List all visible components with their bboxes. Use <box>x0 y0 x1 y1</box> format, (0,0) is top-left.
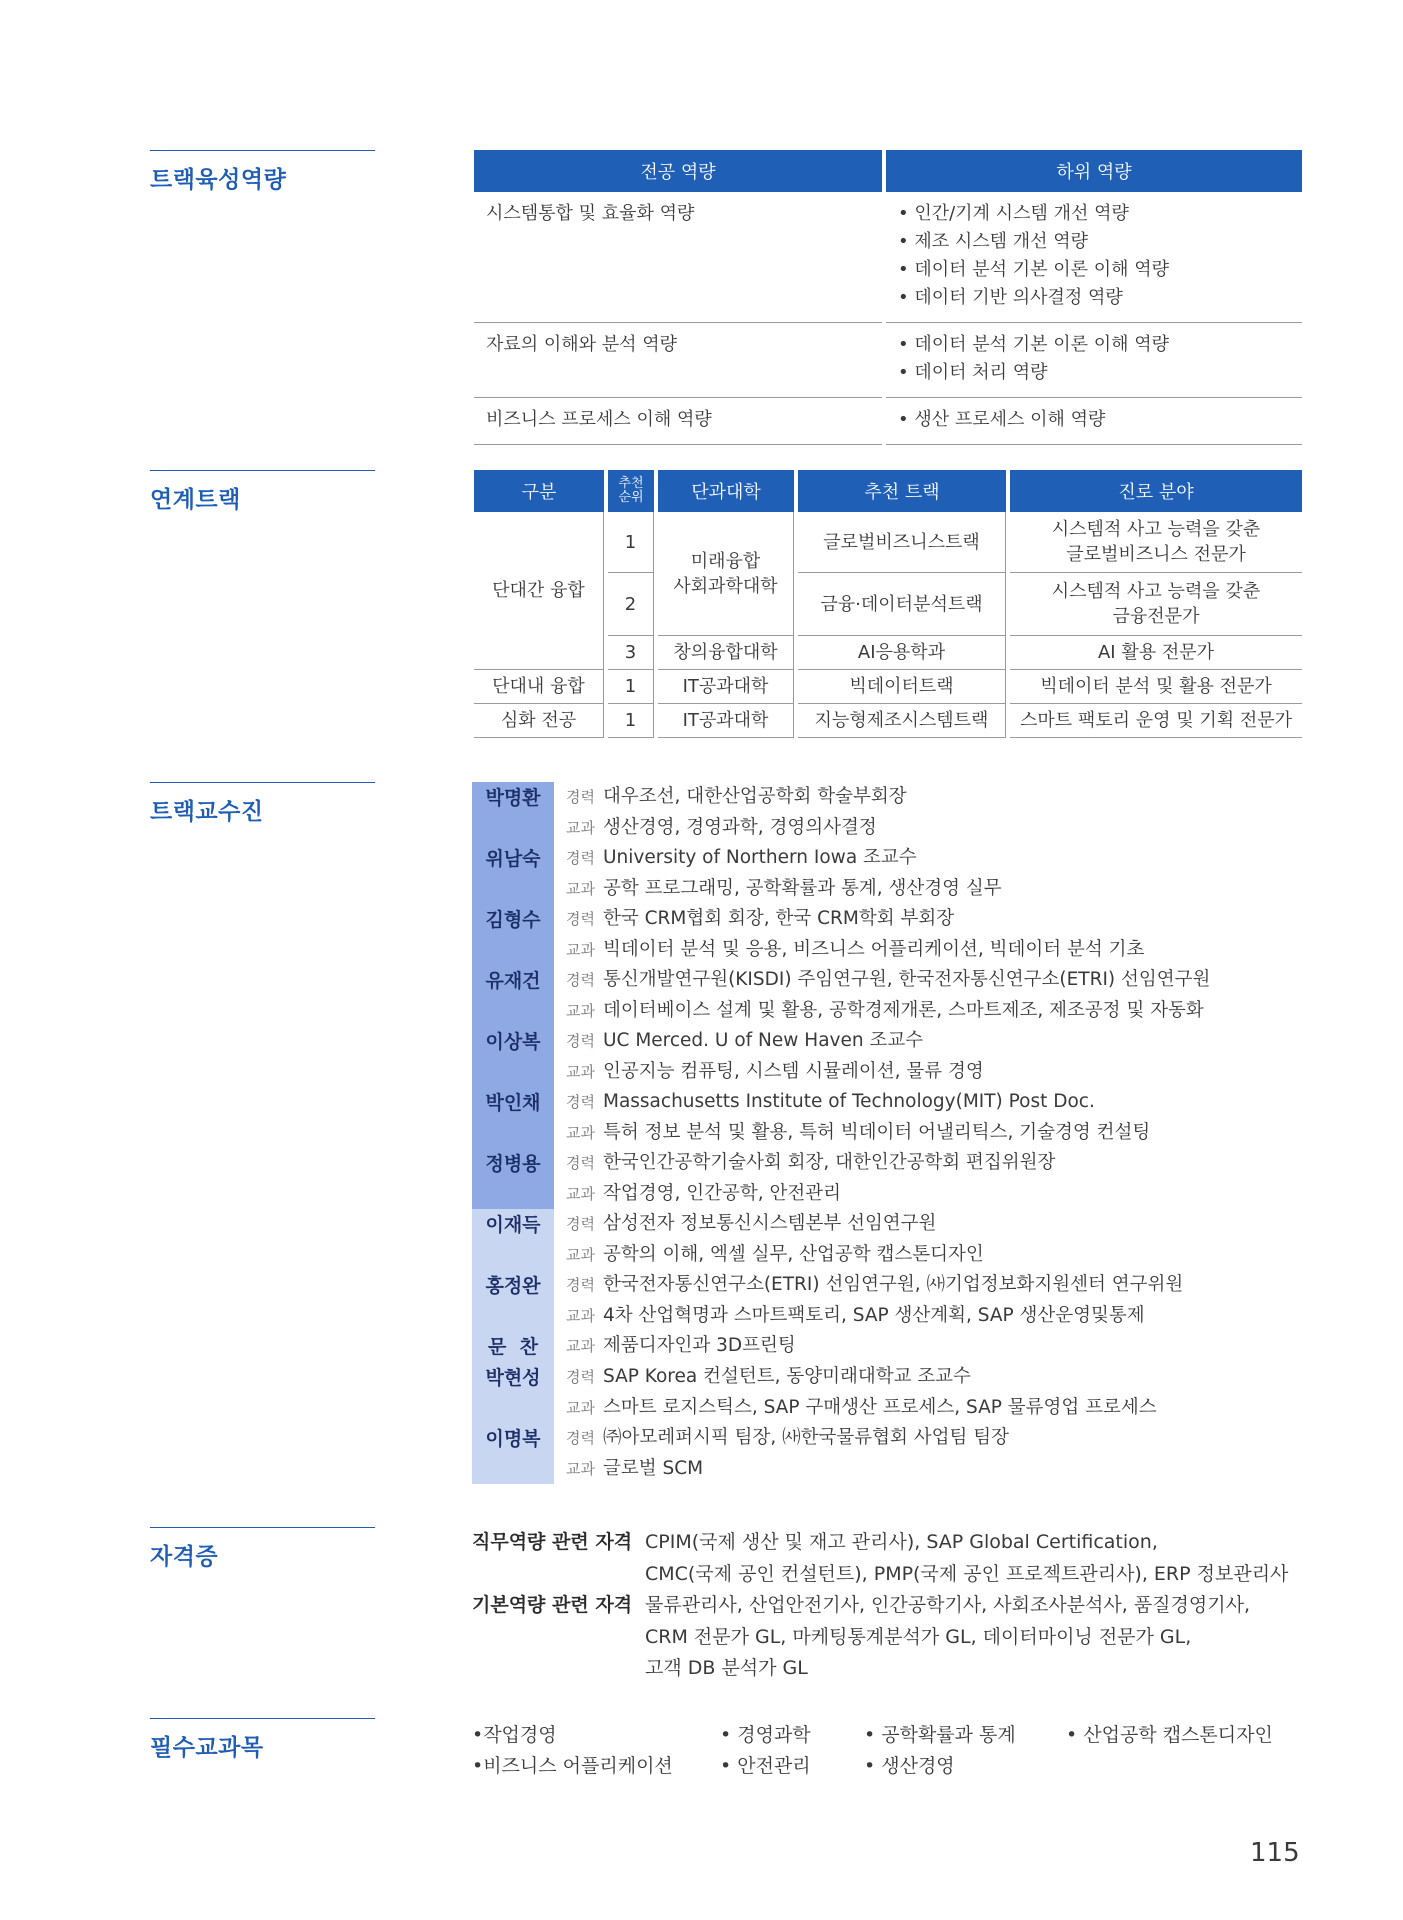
header-career: 진로 분야 <box>1010 470 1302 512</box>
major-competency: 비즈니스 프로세스 이해 역량 <box>474 398 882 445</box>
course-item: • 경영과학 <box>720 1724 811 1746</box>
track-cell: 글로벌비즈니스트랙 <box>798 512 1006 573</box>
list-item: • 인간/기계 시스템 개선 역량 <box>898 200 1290 228</box>
list-item: • 데이터 분석 기본 이론 이해 역량 <box>898 331 1290 359</box>
career-key: 경력 <box>566 1154 595 1172</box>
faculty-entry <box>472 1026 1332 1087</box>
track-cell: 금융·데이터분석트랙 <box>798 573 1006 636</box>
type-cell: 심화 전공 <box>474 704 604 738</box>
career-cell: 시스템적 사고 능력을 갖춘 글로벌비즈니스 전문가 <box>1010 512 1302 573</box>
rank-cell: 2 <box>608 573 654 636</box>
header-college: 단과대학 <box>658 470 794 512</box>
college-cell: IT공과대학 <box>658 670 794 704</box>
faculty-career: 통신개발연구원(KISDI) 주임연구원, 한국전자통신연구소(ETRI) 선임연구원 <box>602 969 1211 990</box>
major-competency: 시스템통합 및 효율화 역량 <box>474 192 882 323</box>
certificate-line: CPIM(국제 생산 및 재고 관리사), SAP Global Certification, <box>645 1531 1158 1553</box>
faculty-courses: 생산경영, 경영과학, 경영의사결정 <box>602 816 877 838</box>
course-key: 교과 <box>566 940 595 959</box>
faculty-career: 한국인간공학기술사회 회장, 대한인간공학회 편집위원장 <box>602 1152 1056 1173</box>
sub-competency-list <box>886 398 1302 445</box>
faculty-entry <box>472 1362 1332 1423</box>
table-row <box>474 670 1302 704</box>
course-item: • 안전관리 <box>720 1755 811 1777</box>
course-key: 교과 <box>566 1001 595 1020</box>
course-key: 교과 <box>566 1184 595 1203</box>
list-item: • 데이터 기반 의사결정 역량 <box>898 284 1290 312</box>
sub-competency-list <box>886 192 1302 323</box>
career-key: 경력 <box>566 1429 595 1447</box>
faculty-courses: 빅데이터 분석 및 응용, 비즈니스 어플리케이션, 빅데이터 분석 기초 <box>602 938 1145 960</box>
list-item: • 데이터 처리 역량 <box>898 359 1290 387</box>
faculty-courses: 제품디자인과 3D프린팅 <box>602 1335 796 1356</box>
faculty-courses: 데이터베이스 설계 및 활용, 공학경제개론, 스마트제조, 제조공정 및 자동화 <box>602 999 1204 1021</box>
faculty-entry <box>472 1148 1332 1209</box>
faculty-entry <box>472 965 1332 1026</box>
faculty-name: 위남숙 <box>472 843 554 904</box>
career-cell: 스마트 팩토리 운영 및 기획 전문가 <box>1010 704 1302 738</box>
faculty-entry <box>472 1270 1332 1331</box>
header-track: 추천 트랙 <box>798 470 1006 512</box>
type-cell: 단대간 융합 <box>474 512 604 670</box>
rank-cell: 1 <box>608 670 654 704</box>
faculty-courses: 인공지능 컴퓨팅, 시스템 시뮬레이션, 물류 경영 <box>602 1060 984 1082</box>
header-type: 구분 <box>474 470 604 512</box>
faculty-courses: 글로벌 SCM <box>602 1457 704 1479</box>
linked-track-table <box>470 470 1306 738</box>
major-competency: 자료의 이해와 분석 역량 <box>474 323 882 398</box>
faculty-name: 김형수 <box>472 904 554 965</box>
course-item: •작업경영 <box>472 1724 557 1746</box>
course-item: • 공학확률과 통계 <box>864 1724 1016 1746</box>
faculty-name: 홍정완 <box>472 1270 554 1331</box>
faculty-entry <box>472 1331 1332 1362</box>
faculty-career: UC Merced. U of New Haven 조교수 <box>602 1030 924 1051</box>
list-item: • 제조 시스템 개선 역량 <box>898 228 1290 256</box>
faculty-entry <box>472 782 1332 843</box>
table-row <box>474 512 1302 573</box>
course-key: 교과 <box>566 1337 595 1355</box>
header-major-competency: 전공 역량 <box>474 150 882 192</box>
course-item: • 산업공학 캡스톤디자인 <box>1066 1724 1273 1746</box>
course-key: 교과 <box>566 1123 595 1142</box>
faculty-courses: 특허 정보 분석 및 활용, 특허 빅데이터 어낼리틱스, 기술경영 컨설팅 <box>602 1121 1151 1143</box>
rank-cell: 1 <box>608 512 654 573</box>
section-title-required-courses: 필수교과목 <box>150 1718 375 1762</box>
course-key: 교과 <box>566 1306 595 1325</box>
faculty-career: University of Northern Iowa 조교수 <box>602 847 917 868</box>
career-key: 경력 <box>566 788 595 806</box>
faculty-career: SAP Korea 컨설턴트, 동양미래대학교 조교수 <box>602 1366 971 1387</box>
faculty-name: 문 찬 <box>472 1331 554 1362</box>
basic-certificates-label: 기본역량 관련 자격 <box>472 1594 633 1616</box>
faculty-name: 이명복 <box>472 1423 554 1484</box>
course-key: 교과 <box>566 1245 595 1264</box>
faculty-list <box>472 782 1332 1484</box>
faculty-career: ㈜아모레퍼시픽 팀장, ㈔한국물류협회 사업팀 팀장 <box>602 1427 1009 1448</box>
career-cell: 시스템적 사고 능력을 갖춘 금융전문가 <box>1010 573 1302 636</box>
job-certificates <box>472 1527 1288 1590</box>
faculty-name: 유재건 <box>472 965 554 1026</box>
faculty-courses: 4차 산업혁명과 스마트팩토리, SAP 생산계획, SAP 생산운영및통제 <box>602 1304 1145 1326</box>
course-key: 교과 <box>566 818 595 837</box>
certificate-line: CMC(국제 공인 컨설턴트), PMP(국제 공인 프로젝트관리사), ERP 정보관리사 <box>645 1562 1289 1585</box>
course-key: 교과 <box>566 879 595 898</box>
course-key: 교과 <box>566 1459 595 1478</box>
job-certificates-label: 직무역량 관련 자격 <box>472 1531 633 1553</box>
course-key: 교과 <box>566 1062 595 1081</box>
track-cell: 지능형제조시스템트랙 <box>798 704 1006 738</box>
header-sub-competency: 하위 역량 <box>886 150 1302 192</box>
faculty-name: 이재득 <box>472 1209 554 1270</box>
section-title-faculty: 트랙교수진 <box>150 782 375 826</box>
track-cell: 빅데이터트랙 <box>798 670 1006 704</box>
page-number: 115 <box>1250 1838 1300 1868</box>
faculty-courses: 스마트 로지스틱스, SAP 구매생산 프로세스, SAP 물류영업 프로세스 <box>602 1396 1157 1418</box>
list-item: • 생산 프로세스 이해 역량 <box>898 406 1290 434</box>
section-title-certificates: 자격증 <box>150 1527 375 1571</box>
faculty-entry <box>472 1209 1332 1270</box>
basic-certificates <box>472 1590 1288 1685</box>
faculty-career: 한국전자통신연구소(ETRI) 선임연구원, ㈔기업정보화지원센터 연구위원 <box>602 1274 1184 1295</box>
career-cell: 빅데이터 분석 및 활용 전문가 <box>1010 670 1302 704</box>
course-key: 교과 <box>566 1398 595 1417</box>
table-row <box>474 323 1302 398</box>
college-cell: 창의융합대학 <box>658 636 794 670</box>
faculty-career: Massachusetts Institute of Technology(MIT) Post Doc. <box>602 1091 1095 1112</box>
faculty-name: 이상복 <box>472 1026 554 1087</box>
career-key: 경력 <box>566 1368 595 1386</box>
college-cell: IT공과대학 <box>658 704 794 738</box>
course-item: • 생산경영 <box>864 1755 955 1777</box>
faculty-entry <box>472 843 1332 904</box>
certificates-block <box>472 1527 1288 1685</box>
rank-cell: 3 <box>608 636 654 670</box>
faculty-name: 정병용 <box>472 1148 554 1209</box>
faculty-career: 한국 CRM협회 회장, 한국 CRM학회 부회장 <box>602 908 955 929</box>
table-row <box>474 704 1302 738</box>
certificate-line: 고객 DB 분석가 GL <box>645 1657 808 1679</box>
career-key: 경력 <box>566 849 595 867</box>
header-rank: 추천 순위 <box>608 470 654 512</box>
faculty-courses: 공학 프로그래밍, 공학확률과 통계, 생산경영 실무 <box>602 877 1002 899</box>
faculty-career: 대우조선, 대한산업공학회 학술부회장 <box>602 786 907 807</box>
course-item: •비즈니스 어플리케이션 <box>472 1755 673 1777</box>
career-key: 경력 <box>566 1032 595 1050</box>
faculty-entry <box>472 1423 1332 1484</box>
faculty-entry <box>472 904 1332 965</box>
career-key: 경력 <box>566 1093 595 1111</box>
section-title-competency: 트랙육성역량 <box>150 150 375 194</box>
faculty-name: 박명환 <box>472 782 554 843</box>
competency-table <box>470 150 1306 445</box>
faculty-courses: 작업경영, 인간공학, 안전관리 <box>602 1182 841 1204</box>
career-key: 경력 <box>566 1215 595 1233</box>
career-key: 경력 <box>566 1276 595 1294</box>
track-cell: AI응용학과 <box>798 636 1006 670</box>
certificate-line: 물류관리사, 산업안전기사, 인간공학기사, 사회조사분석사, 품질경영기사, <box>645 1594 1250 1616</box>
section-title-linked-tracks: 연계트랙 <box>150 470 375 514</box>
rank-cell: 1 <box>608 704 654 738</box>
table-row <box>474 398 1302 445</box>
faculty-career: 삼성전자 정보통신시스템본부 선임연구원 <box>602 1213 937 1234</box>
career-cell: AI 활용 전문가 <box>1010 636 1302 670</box>
faculty-name: 박인채 <box>472 1087 554 1148</box>
career-key: 경력 <box>566 971 595 989</box>
faculty-name: 박현성 <box>472 1362 554 1423</box>
type-cell: 단대내 융합 <box>474 670 604 704</box>
certificate-line: CRM 전문가 GL, 마케팅통계분석가 GL, 데이터마이닝 전문가 GL, <box>645 1625 1192 1648</box>
career-key: 경력 <box>566 910 595 928</box>
faculty-entry <box>472 1087 1332 1148</box>
required-courses <box>472 1720 1306 1782</box>
sub-competency-list <box>886 323 1302 398</box>
college-cell: 미래융합 사회과학대학 <box>658 512 794 636</box>
list-item: • 데이터 분석 기본 이론 이해 역량 <box>898 256 1290 284</box>
faculty-courses: 공학의 이해, 엑셀 실무, 산업공학 캡스톤디자인 <box>602 1243 984 1265</box>
table-row <box>474 192 1302 323</box>
